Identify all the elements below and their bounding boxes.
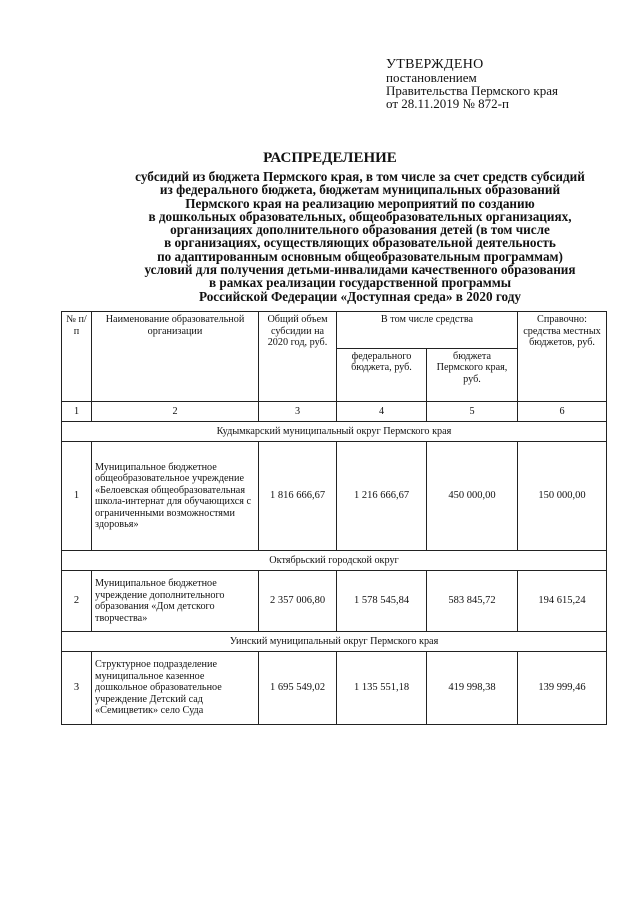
local-amount: 139 999,46 — [518, 652, 607, 725]
subtitle-line: организациях дополнительного образования детей (в том числе — [170, 222, 550, 238]
local-amount: 194 615,24 — [518, 571, 607, 632]
header-total: Общий объем субсидии на 2020 год, руб. — [259, 312, 337, 402]
header-num: № п/п — [62, 312, 92, 402]
table-row — [62, 442, 607, 551]
approval-title: УТВЕРЖДЕНО — [386, 57, 484, 72]
federal-amount: 1 135 551,18 — [337, 652, 427, 725]
approval-line: Правительства Пермского края — [386, 83, 558, 98]
region-row — [62, 632, 607, 652]
approval-line: от 28.11.2019 № 872-п — [386, 96, 509, 111]
column-number: 1 — [62, 402, 92, 422]
regional-amount: 419 998,38 — [427, 652, 518, 725]
header-row — [62, 312, 607, 349]
regional-amount: 583 845,72 — [427, 571, 518, 632]
header-name: Наименование образовательной организации — [92, 312, 259, 402]
total-amount: 1 695 549,02 — [259, 652, 337, 725]
region-name: Уинский муниципальный округ Пермского края — [62, 632, 607, 652]
subtitle-line: в организациях, осуществляющих образовательной деятельность — [164, 235, 556, 251]
table-row — [62, 652, 607, 725]
document-title: РАСПРЕДЕЛЕНИЕ — [263, 150, 397, 166]
header-regional: бюджета Пермского края, руб. — [427, 348, 518, 401]
regional-amount: 450 000,00 — [427, 442, 518, 551]
column-number: 3 — [259, 402, 337, 422]
subsidy-table — [61, 311, 607, 725]
subtitle-line: в дошкольных образовательных, общеобразовательных организациях, — [148, 208, 572, 224]
subtitle-line: Пермского края на реализацию мероприятий по созданию — [185, 195, 535, 211]
total-amount: 1 816 666,67 — [259, 442, 337, 551]
row-number: 1 — [62, 442, 92, 551]
column-number: 5 — [427, 402, 518, 422]
organization-name: Муниципальное бюджетное учреждение дополнительного образования «Дом детского творчества» — [92, 571, 259, 632]
total-amount: 2 357 006,80 — [259, 571, 337, 632]
subtitle-line: из федерального бюджета, бюджетам муниципальных образований — [159, 182, 561, 198]
column-number: 2 — [92, 402, 259, 422]
row-number: 2 — [62, 571, 92, 632]
header-federal: федерального бюджета, руб. — [337, 348, 427, 401]
column-number-row — [62, 402, 607, 422]
organization-name: Структурное подразделение муниципальное казенное дошкольное образовательное учреждение Детский сад «Семицветик» село Суда — [92, 652, 259, 725]
approval-line: постановлением — [386, 70, 477, 85]
row-number: 3 — [62, 652, 92, 725]
column-number: 4 — [337, 402, 427, 422]
subtitle-line: в рамках реализации государственной программы — [208, 275, 512, 291]
federal-amount: 1 216 666,67 — [337, 442, 427, 551]
column-number: 6 — [518, 402, 607, 422]
header-including: В том числе средства — [337, 312, 518, 349]
subtitle-line: субсидий из бюджета Пермского края, в том числе за счет средств субсидий — [135, 169, 585, 184]
subtitle-line: Российской Федерации «Доступная среда» в 2020 году — [198, 288, 522, 304]
region-row — [62, 551, 607, 571]
organization-name: Муниципальное бюджетное общеобразовательное учреждение «Белоевская общеобразовательная школа-интернат для обучающихся с ограниченными возможностями здоровья» — [92, 442, 259, 551]
region-row — [62, 422, 607, 442]
header-local: Справочно: средства местных бюджетов, руб. — [518, 312, 607, 402]
region-name: Кудымкарский муниципальный округ Пермского края — [62, 422, 607, 442]
subtitle-line: условий для получения детьми-инвалидами качественного образования — [144, 262, 576, 278]
approval-stamp — [386, 58, 626, 110]
region-name: Октябрьский городской округ — [62, 551, 607, 571]
document-subtitle — [60, 170, 640, 303]
table-row — [62, 571, 607, 632]
federal-amount: 1 578 545,84 — [337, 571, 427, 632]
subtitle-line: по адаптированным основным общеобразовательным программам) — [157, 248, 563, 264]
local-amount: 150 000,00 — [518, 442, 607, 551]
